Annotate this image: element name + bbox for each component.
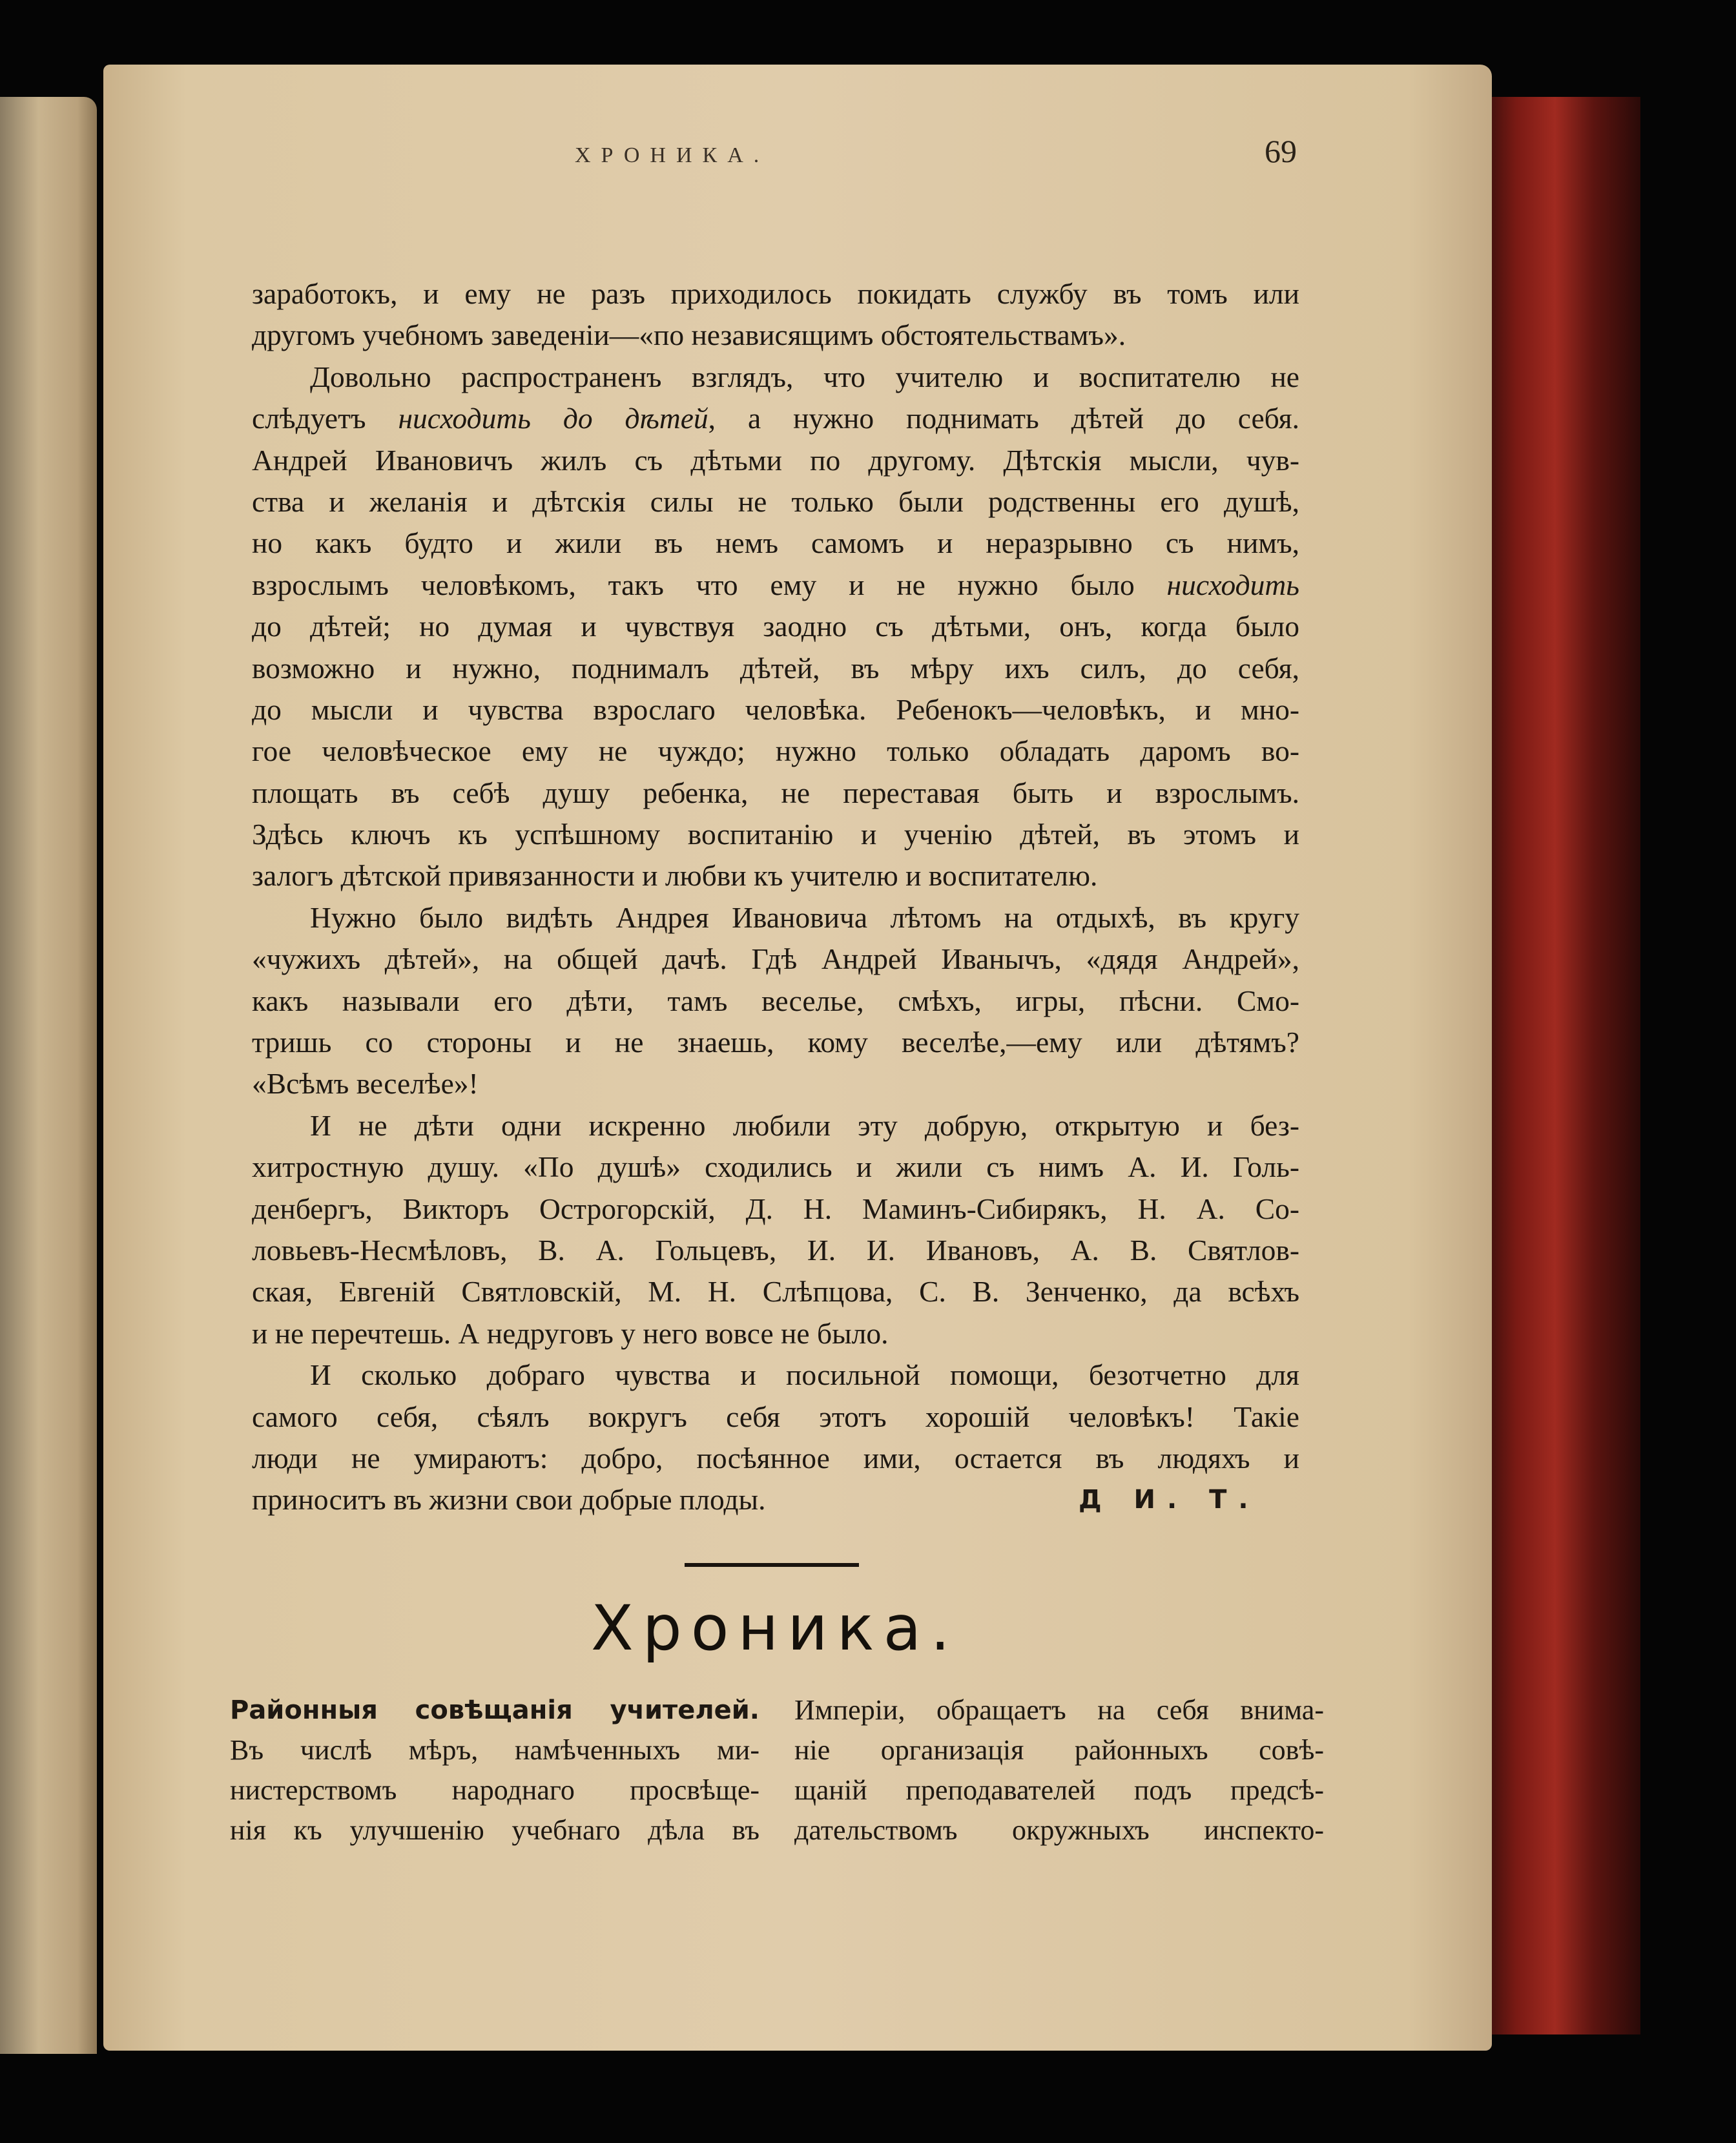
- text-line: заработокъ, и ему не разъ приходилось покидать службу въ томъ или: [252, 277, 1299, 310]
- text-line: ская, Евгеній Святловскій, М. Н. Слѣпцова, С. В. Зенченко, да всѣхъ: [252, 1275, 1299, 1309]
- text-line: Имперіи, обращаетъ на себя внима-: [794, 1694, 1324, 1726]
- left-column: [230, 1690, 760, 1850]
- italic-phrase: нисходить до дѣтей: [398, 402, 708, 435]
- text-line: денбергъ, Викторъ Острогорскій, Д. Н. Маминъ-Сибирякъ, Н. А. Со-: [252, 1192, 1299, 1225]
- text-line: возможно и нужно, поднималъ дѣтей, въ мѣру ихъ силъ, до себя,: [252, 651, 1299, 685]
- facing-page-edge: [0, 97, 97, 2054]
- page-number: 69: [1265, 133, 1297, 169]
- text-line: хитростную душу. «По душѣ» сходились и жили съ нимъ А. И. Голь-: [252, 1150, 1299, 1184]
- text-line: И не дѣти одни искренно любили эту добрую, открытую и без-: [310, 1108, 1299, 1142]
- text-line: ловьевъ-Несмѣловъ, В. А. Гольцевъ, И. И. Ивановъ, А. В. Святлов-: [252, 1233, 1299, 1267]
- text-line: залогъ дѣтской привязанности и любви къ учителю и воспитателю.: [252, 859, 1098, 893]
- text-line: самого себя, сѣялъ вокругъ себя этотъ хорошій человѣкъ! Такіе: [252, 1400, 1299, 1433]
- text-line: люди не умираютъ: добро, посѣянное ими, остается въ людяхъ и: [252, 1441, 1299, 1475]
- text-line: нія къ улучшенію учебнаго дѣла въ: [230, 1814, 760, 1846]
- text-line: и не перечтешь. А недруговъ у него вовсе не было.: [252, 1316, 889, 1350]
- text-line: Андрей Ивановичъ жилъ съ дѣтьми по другому. Дѣтскія мысли, чув-: [252, 443, 1299, 477]
- text-line: Нужно было видѣть Андрея Ивановича лѣтомъ на отдыхѣ, въ кругу: [310, 900, 1299, 934]
- text-line: Здѣсь ключъ къ успѣшному воспитанію и ученію дѣтей, въ этомъ и: [252, 818, 1299, 851]
- section-title: Хроника.: [591, 1592, 959, 1664]
- text-line: какъ называли его дѣти, тамъ веселье, смѣхъ, игры, пѣсни. Смо-: [252, 984, 1299, 1017]
- text-line: слѣдуетъ нисходить до дѣтей, а нужно поднимать дѣтей до себя.: [252, 402, 1299, 435]
- text-line: взрослымъ человѣкомъ, такъ что ему и не нужно было нисходить: [252, 568, 1299, 601]
- text-line: ства и желанія и дѣтскія силы не только были родственны его душѣ,: [252, 484, 1299, 518]
- text-line: но какъ будто и жили въ немъ самомъ и неразрывно съ нимъ,: [252, 526, 1299, 560]
- running-head: ХРОНИКА.: [575, 143, 770, 167]
- right-column: [794, 1690, 1324, 1850]
- text-line: тришь со стороны и не знаешь, кому веселѣе,—ему или дѣтямъ?: [252, 1026, 1299, 1059]
- section-divider: [685, 1563, 859, 1567]
- text-line: щаній преподавателей подъ предсѣ-: [794, 1774, 1324, 1806]
- article-body: [252, 273, 1299, 1521]
- text-line: нистерствомъ народнаго просвѣще-: [230, 1774, 760, 1806]
- italic-phrase: нисходить: [1166, 568, 1299, 601]
- text-line: гое человѣческое ему не чуждо; нужно только обладать даромъ во-: [252, 734, 1299, 768]
- text-line: Довольно распространенъ взглядъ, что учителю и воспитателю не: [310, 360, 1299, 393]
- text-line: Въ числѣ мѣръ, намѣченныхъ ми-: [230, 1734, 760, 1766]
- column-heading: Районныя совѣщанія учителей.: [230, 1695, 760, 1725]
- text-line: дательствомъ окружныхъ инспекто-: [794, 1814, 1324, 1846]
- text-line: площать въ себѣ душу ребенка, не переставая быть и взрослымъ.: [252, 776, 1299, 809]
- text-line: «чужихъ дѣтей», на общей дачѣ. Гдѣ Андрей Иванычъ, «дядя Андрей»,: [252, 942, 1299, 976]
- text-line: И сколько добраго чувства и посильной помощи, безотчетно для: [310, 1358, 1299, 1392]
- author-signature: Д И. Т.: [1079, 1485, 1260, 1515]
- text-line: до мысли и чувства взрослаго человѣка. Ребенокъ—человѣкъ, и мно-: [252, 692, 1299, 726]
- text-line: приноситъ въ жизни свои добрые плоды. Д И. Т.: [252, 1479, 1299, 1520]
- text-line: до дѣтей; но думая и чувствуя заодно съ дѣтьми, онъ, когда было: [252, 610, 1299, 643]
- text-line: «Всѣмъ веселѣе»!: [252, 1067, 479, 1101]
- book-block-edge: [1485, 97, 1640, 2034]
- text-line: другомъ учебномъ заведеніи—«по независящимъ обстоятельствамъ».: [252, 318, 1126, 352]
- text-line: ніе организація районныхъ совѣ-: [794, 1734, 1324, 1766]
